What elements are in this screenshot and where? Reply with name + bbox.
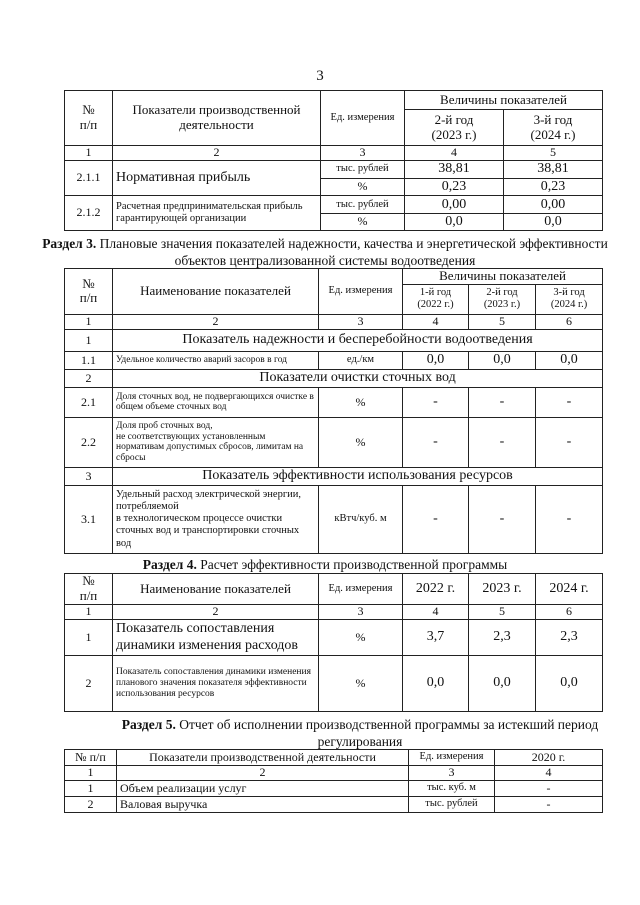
value-cell: 0,23 — [504, 179, 603, 196]
row-num: 2.1.2 — [65, 196, 113, 231]
value-cell: 0,00 — [504, 196, 603, 214]
row-num: 2 — [65, 797, 117, 813]
value-cell: 0,0 — [469, 351, 536, 369]
row-num: 1 — [65, 620, 113, 656]
header-num: № п/п — [65, 269, 113, 315]
header-year-1: 2022 г. — [403, 574, 469, 605]
index-cell: 4 — [403, 314, 469, 329]
value-cell: 0,0 — [536, 656, 603, 712]
header-year-2: 2-й год (2023 г.) — [405, 110, 504, 146]
index-cell: 3 — [321, 146, 405, 161]
unit-cell: тыс. рублей — [409, 797, 495, 813]
value-cell: 0,0 — [403, 351, 469, 369]
header-year-2: 2-й год (2023 г.) — [469, 284, 536, 314]
value-cell: 38,81 — [504, 161, 603, 179]
unit-cell: % — [319, 620, 403, 656]
header-num: № п/п — [65, 750, 117, 766]
row-name: Удельное количество аварий засоров в год — [113, 351, 319, 369]
header-unit: Ед. измерения — [319, 269, 403, 315]
index-cell: 3 — [409, 766, 495, 781]
row-num: 1.1 — [65, 351, 113, 369]
row-name: Показатель сопоставления динамики изменения расходов — [113, 620, 319, 656]
value-cell: 0,0 — [536, 351, 603, 369]
unit-cell: кВтч/куб. м — [319, 485, 403, 553]
header-year-2: 2023 г. — [469, 574, 536, 605]
row-name: Доля проб сточных вод, не соответствующих установленным нормативам допустимых сбросов, лимитам на сбросы — [113, 417, 319, 467]
unit-cell: % — [321, 214, 405, 231]
section-5-label: Раздел 5. — [121, 717, 176, 732]
section-3-label: Раздел 3. — [42, 236, 97, 251]
value-cell: - — [469, 485, 536, 553]
index-cell: 6 — [536, 605, 603, 620]
production-indicators-table — [64, 90, 603, 231]
row-name: Удельный расход электрической энергии, потребляемой в технологическом процессе очистки сточных вод и транспортировки сточных вод — [113, 485, 319, 553]
efficiency-table — [64, 573, 603, 712]
row-name: Показатель сопоставления динамики изменения планового значения показателя эффективности использования ресурсов — [113, 656, 319, 712]
row-num: 2.1.1 — [65, 161, 113, 196]
group-title: Показатель эффективности использования ресурсов — [113, 467, 603, 485]
header-year-3: 2024 г. — [536, 574, 603, 605]
row-name: Доля сточных вод, не подвергающихся очистке в общем объеме сточных вод — [113, 387, 319, 417]
value-cell: 0,0 — [504, 214, 603, 231]
report-table — [64, 749, 603, 813]
index-cell: 4 — [403, 605, 469, 620]
value-cell: - — [469, 387, 536, 417]
header-unit: Ед. измерения — [319, 574, 403, 605]
header-name: Наименование показателей — [113, 269, 319, 315]
row-num: 2 — [65, 656, 113, 712]
header-indicators: Показатели производственной деятельности — [113, 91, 321, 146]
index-cell: 1 — [65, 766, 117, 781]
index-cell: 2 — [113, 146, 321, 161]
unit-cell: ед./км — [319, 351, 403, 369]
value-cell: 0,0 — [405, 214, 504, 231]
unit-cell: тыс. рублей — [321, 161, 405, 179]
header-year: 2020 г. — [495, 750, 603, 766]
group-num: 2 — [65, 369, 113, 387]
value-cell: - — [536, 485, 603, 553]
index-cell: 6 — [536, 314, 603, 329]
header-num: № п/п — [65, 574, 113, 605]
value-cell: 2,3 — [469, 620, 536, 656]
section-3-title — [40, 235, 610, 269]
value-cell: - — [495, 781, 603, 797]
index-cell: 2 — [117, 766, 409, 781]
index-cell: 5 — [469, 314, 536, 329]
unit-cell: тыс. куб. м — [409, 781, 495, 797]
value-cell: 38,81 — [405, 161, 504, 179]
section-4-label: Раздел 4. — [142, 557, 197, 572]
value-cell: - — [403, 485, 469, 553]
index-cell: 3 — [319, 605, 403, 620]
reliability-indicators-table — [64, 268, 603, 554]
header-values: Величины показателей — [403, 269, 603, 285]
section-4-text: Расчет эффективности производственной программы — [200, 557, 508, 572]
unit-cell: % — [319, 417, 403, 467]
value-cell: - — [536, 417, 603, 467]
group-num: 3 — [65, 467, 113, 485]
header-name: Наименование показателей — [113, 574, 319, 605]
index-cell: 3 — [319, 314, 403, 329]
row-name: Расчетная предпринимательская прибыль гарантирующей организации — [113, 196, 321, 231]
row-num: 1 — [65, 781, 117, 797]
group-title: Показатель надежности и бесперебойности водоотведения — [113, 329, 603, 351]
group-num: 1 — [65, 329, 113, 351]
section-5-title — [120, 716, 600, 750]
header-values: Величины показателей — [405, 91, 603, 110]
value-cell: - — [495, 797, 603, 813]
page-number: 3 — [316, 68, 324, 84]
header-unit: Ед. измерения — [321, 91, 405, 146]
index-cell: 2 — [113, 314, 319, 329]
value-cell: 0,00 — [405, 196, 504, 214]
value-cell: - — [469, 417, 536, 467]
value-cell: 0,23 — [405, 179, 504, 196]
value-cell: - — [403, 417, 469, 467]
header-unit: Ед. измерения — [409, 750, 495, 766]
value-cell: 3,7 — [403, 620, 469, 656]
header-indicators: Показатели производственной деятельности — [117, 750, 409, 766]
section-4-title — [40, 556, 610, 573]
row-name: Объем реализации услуг — [117, 781, 409, 797]
header-year-3: 3-й год (2024 г.) — [504, 110, 603, 146]
index-cell: 4 — [495, 766, 603, 781]
unit-cell: тыс. рублей — [321, 196, 405, 214]
header-year-1: 1-й год (2022 г.) — [403, 284, 469, 314]
group-title: Показатели очистки сточных вод — [113, 369, 603, 387]
index-cell: 1 — [65, 314, 113, 329]
row-name: Валовая выручка — [117, 797, 409, 813]
row-num: 2.1 — [65, 387, 113, 417]
index-cell: 1 — [65, 605, 113, 620]
value-cell: 0,0 — [469, 656, 536, 712]
value-cell: 2,3 — [536, 620, 603, 656]
index-cell: 5 — [469, 605, 536, 620]
unit-cell: % — [321, 179, 405, 196]
section-5-text: Отчет об исполнении производственной программы за истекший период регулирования — [179, 717, 599, 749]
header-year-3: 3-й год (2024 г.) — [536, 284, 603, 314]
unit-cell: % — [319, 656, 403, 712]
header-num: № п/п — [65, 91, 113, 146]
index-cell: 1 — [65, 146, 113, 161]
index-cell: 2 — [113, 605, 319, 620]
index-cell: 5 — [504, 146, 603, 161]
unit-cell: % — [319, 387, 403, 417]
value-cell: 0,0 — [403, 656, 469, 712]
index-cell: 4 — [405, 146, 504, 161]
row-num: 3.1 — [65, 485, 113, 553]
section-3-text: Плановые значения показателей надежности, качества и энергетической эффективности объектов централизованной системы водоотведения — [99, 236, 608, 268]
value-cell: - — [536, 387, 603, 417]
row-num: 2.2 — [65, 417, 113, 467]
value-cell: - — [403, 387, 469, 417]
row-name: Нормативная прибыль — [113, 161, 321, 196]
